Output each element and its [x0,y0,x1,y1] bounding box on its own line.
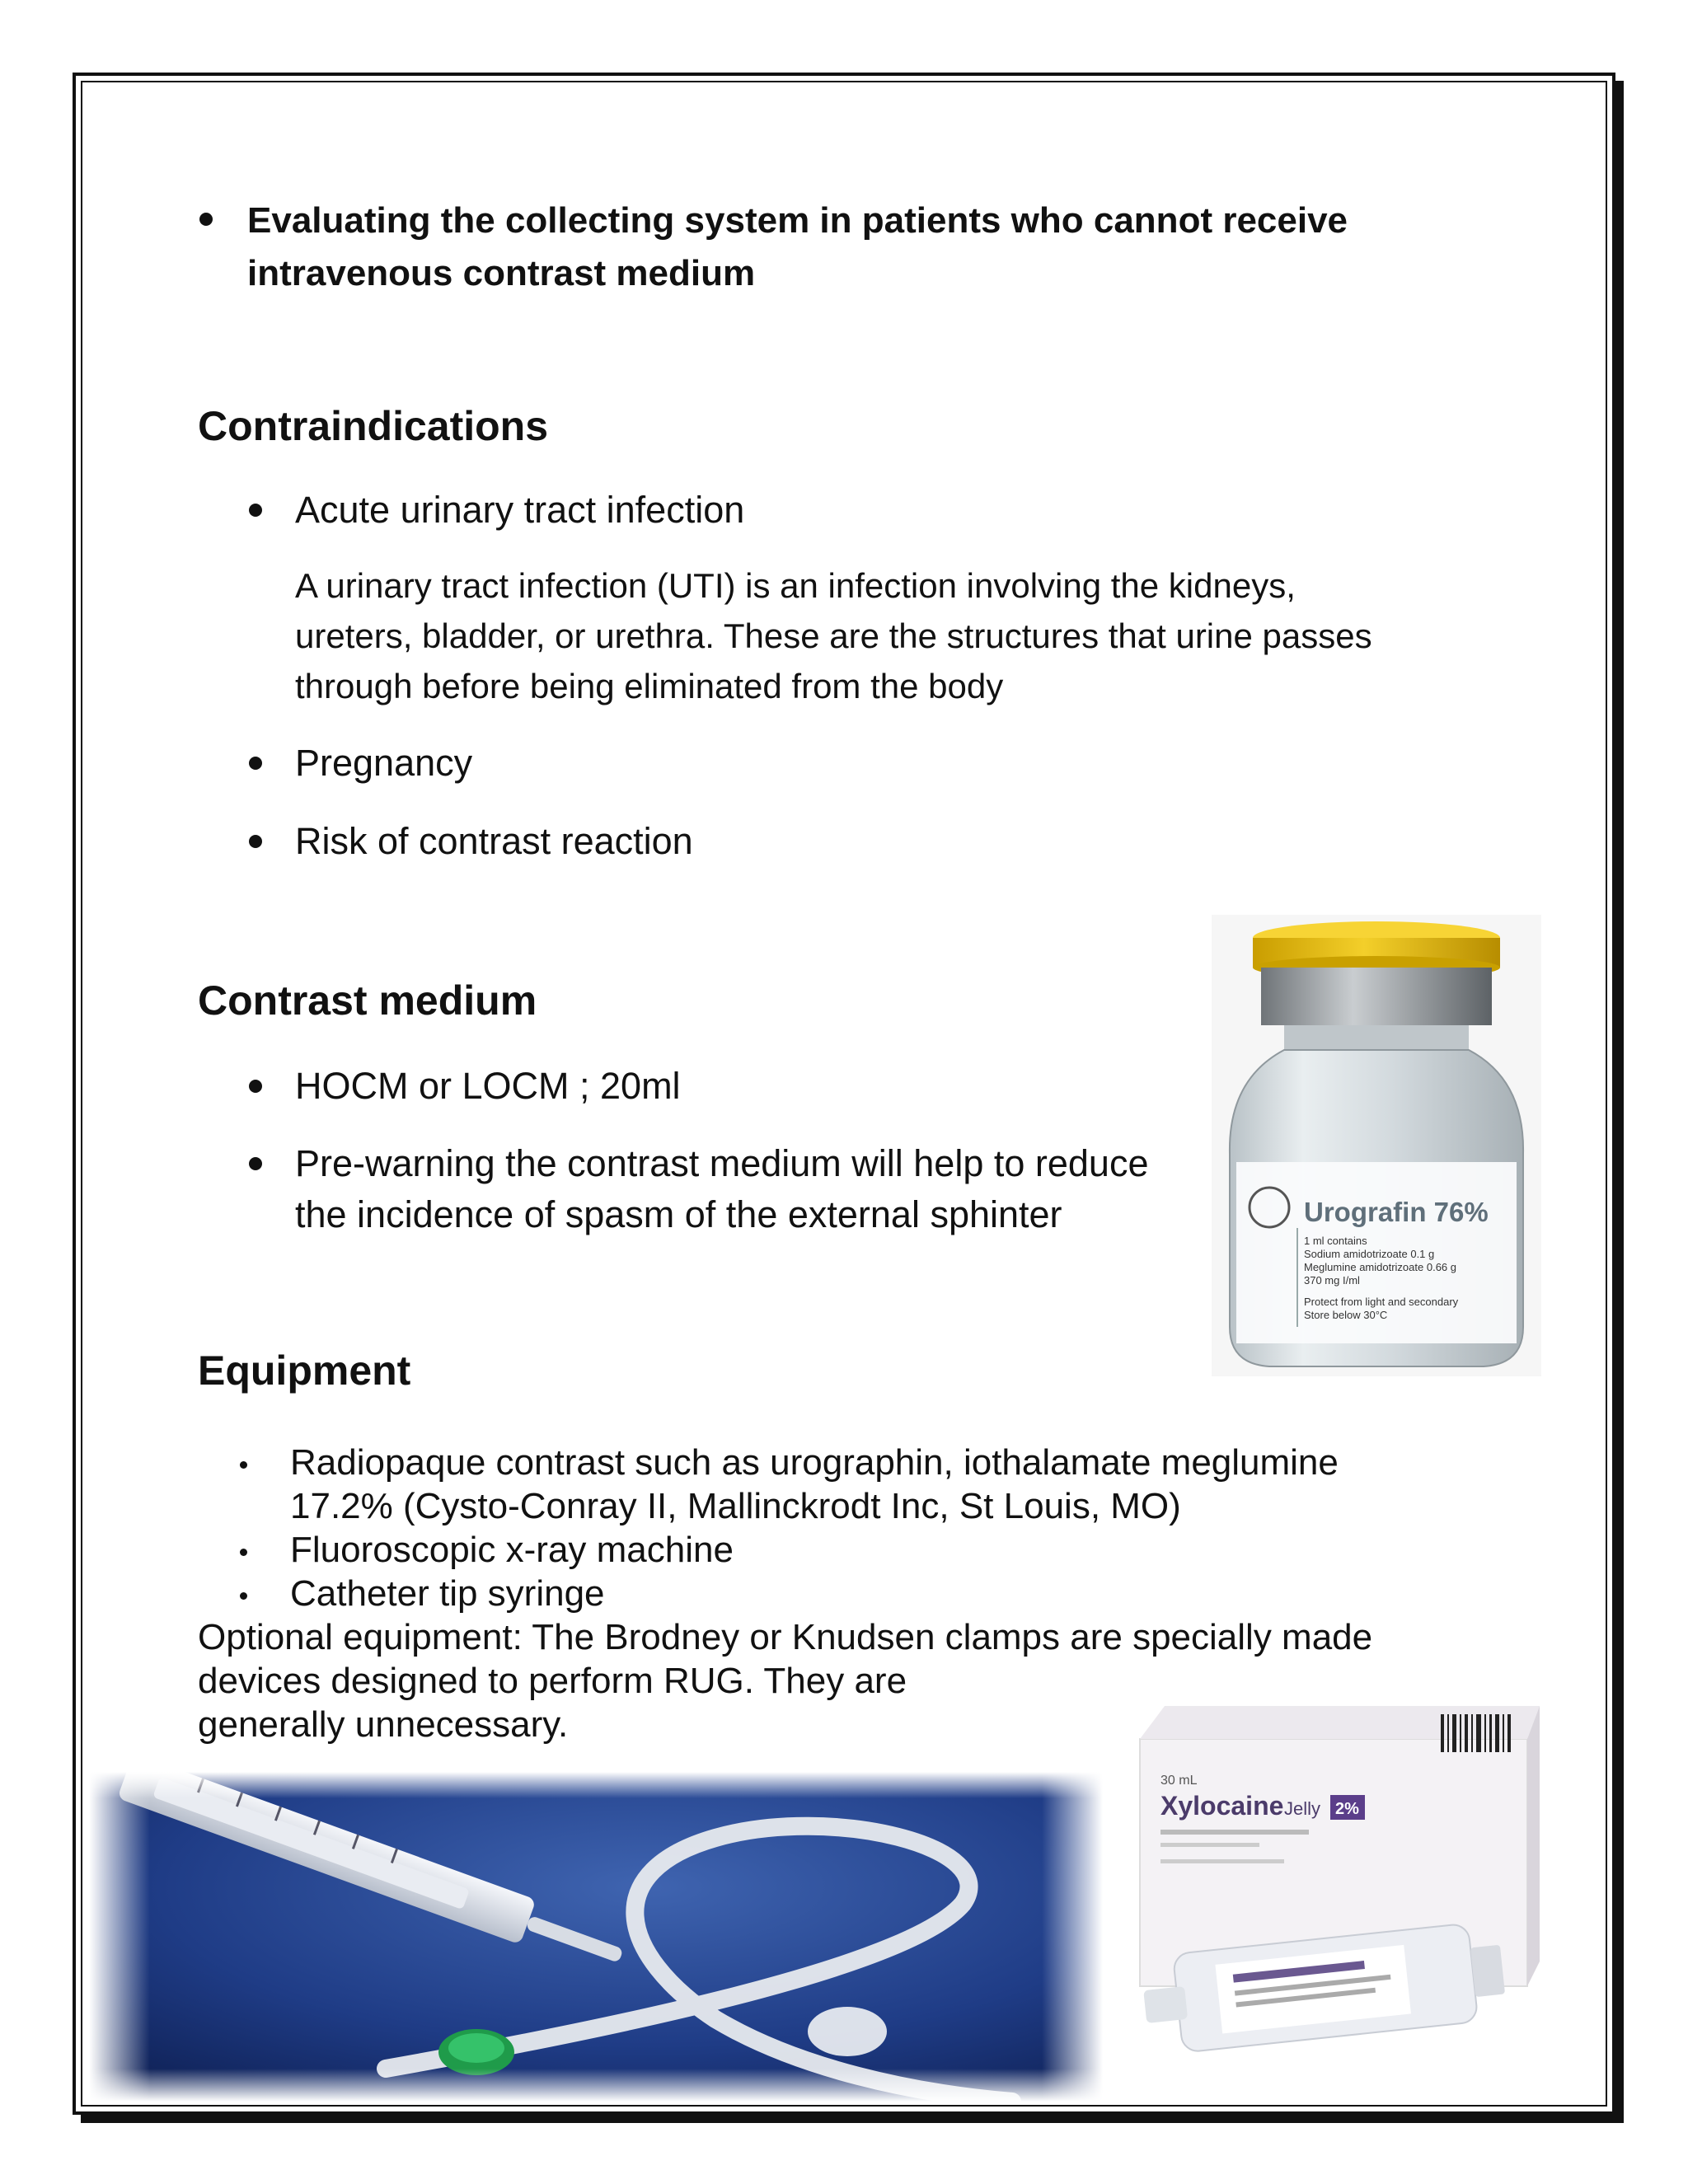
contraindication-item-uti: Acute urinary tract infection [295,489,745,531]
vial-label-line-5: Protect from light and secondary [1304,1296,1459,1308]
optional-line-1: Optional equipment: The Brodney or Knudsen clamps are specially made [198,1617,1373,1657]
xylocaine-volume: 30 mL [1160,1774,1198,1788]
xylocaine-form: Jelly [1284,1798,1321,1819]
xylocaine-brand: Xylocaine [1160,1791,1284,1821]
contrast-item-hocm: HOCM or LOCM ; 20ml [295,1065,681,1107]
equipment-item-fluoroscopic: Fluoroscopic x-ray machine [290,1530,734,1570]
uti-desc-line-2: ureters, bladder, or urethra. These are the structures that urine passes [295,616,1372,655]
bullet-dot [240,1549,247,1556]
bullet-dot [240,1592,247,1600]
contrast-medium-heading: Contrast medium [198,977,537,1024]
bullet-dot [249,835,262,848]
prewarning-line-2: the incidence of spasm of the external sphinter [295,1193,1062,1235]
contrast-item-prewarning [295,1138,1148,1240]
bullet-dot [249,757,262,770]
intro-text [247,194,1348,300]
optional-line-3: generally unnecessary. [198,1704,569,1745]
equipment-item-1-line-2: 17.2% (Cysto-Conray II, Mallinckrodt Inc, St Louis, MO) [290,1486,1181,1526]
vial-label-line-2: Sodium amidotrizoate 0.1 g [1304,1248,1435,1260]
xylocaine-jelly-image [1128,1690,1556,2102]
bullet-dot [240,1461,247,1469]
intro-line-1: Evaluating the collecting system in patients who cannot receive [247,200,1348,241]
vial-label-line-3: Meglumine amidotrizoate 0.66 g [1304,1261,1456,1273]
optional-line-2: devices designed to perform RUG. They are [198,1661,907,1701]
vial-label-line-4: 370 mg I/ml [1304,1274,1360,1286]
bullet-dot [249,1080,262,1093]
bullet-dot [199,213,213,226]
uti-description [295,560,1372,711]
equipment-item-1-line-1: Radiopaque contrast such as urographin, iothalamate meglumine [290,1442,1339,1483]
vial-brand: Urografin 76% [1304,1197,1489,1227]
equipment-item-syringe: Catheter tip syringe [290,1573,605,1614]
catheter-image [89,1772,1103,2102]
contraindication-item-contrast-reaction: Risk of contrast reaction [295,820,693,862]
contraindications-heading: Contraindications [198,403,549,449]
bullet-dot [249,504,262,517]
prewarning-line-1: Pre-warning the contrast medium will help to reduce [295,1142,1149,1184]
vial-label-line-1: 1 ml contains [1304,1235,1367,1247]
contraindication-item-pregnancy: Pregnancy [295,742,473,784]
intro-line-2: intravenous contrast medium [247,253,756,293]
uti-desc-line-3: through before being eliminated from the body [295,667,1004,705]
equipment-heading: Equipment [198,1347,411,1394]
urografin-vial-image [1212,915,1541,1376]
vial-label-line-6: Store below 30°C [1304,1309,1388,1321]
xylocaine-strength: 2% [1335,1800,1359,1818]
equipment-item-contrast [290,1441,1339,1528]
uti-desc-line-1: A urinary tract infection (UTI) is an infection involving the kidneys, [295,566,1296,605]
bullet-dot [249,1157,262,1170]
